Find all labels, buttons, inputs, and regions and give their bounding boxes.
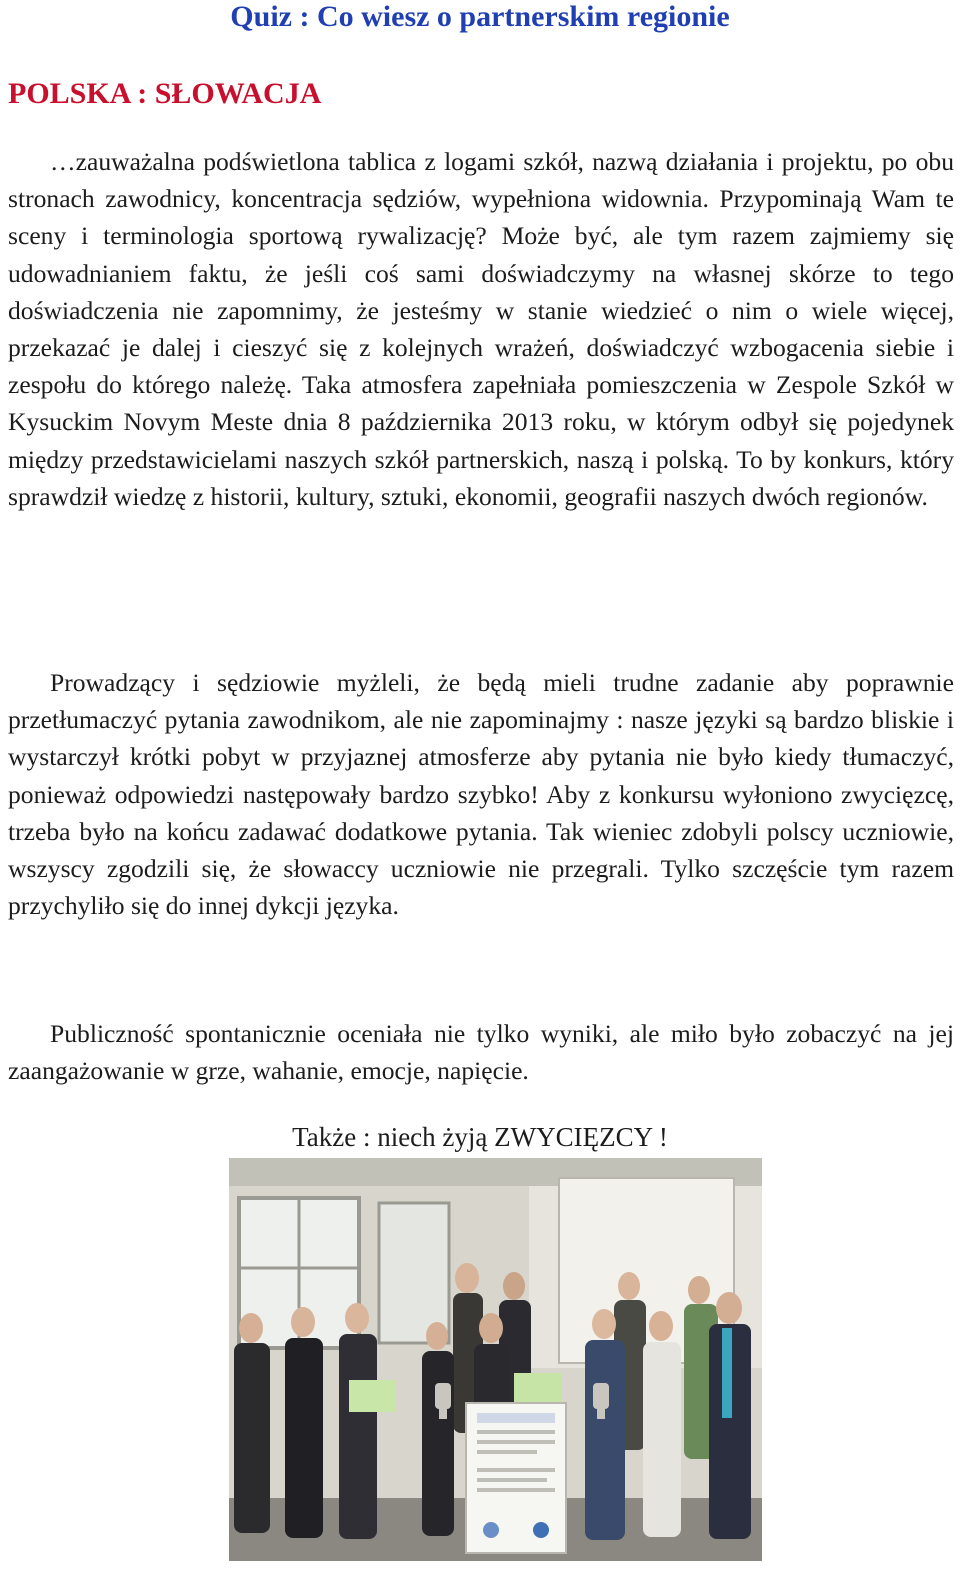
group-photo	[229, 1158, 762, 1561]
page-title: Quiz : Co wiesz o partnerskim regionie	[230, 0, 730, 33]
closing-line: Także : niech żyją ZWYCIĘZCY !	[292, 1122, 668, 1152]
paragraph-3: Publiczność spontanicznie oceniała nie tylko wyniki, ale miło było zobaczyć na jej zaangażowanie w grze, wahanie, emocje, napięcie.	[8, 1019, 954, 1086]
paragraph-2: Prowadzący i sędziowie myżleli, że będą mieli trudne zadanie aby poprawnie przetłumaczyć pytania zawodnikom, ale nie zapominajmy : nasze języki są bardzo bliskie i wystarczył krótki pobyt w przyjaznej atmosferze aby pytania nie było kiedy tłumaczyć, ponieważ odpowiedzi następowały bardzo szybko! Aby z konkursu wyłoniono zwycięzcę, trzeba było na końcu zadawać dodatkowe pytania. Tak wieniec zdobyli polscy uczniowie, wszyscy zgodzili się, że słowaccy uczniowie nie przegrali. Tylko szczęście tym razem przychyliło się do innej dykcji języka.	[8, 668, 954, 921]
page-subtitle: POLSKA : SŁOWACJA	[8, 77, 322, 110]
group-photo-illustration	[229, 1158, 762, 1561]
paragraph-1: …zauważalna podświetlona tablica z logami szkół, nazwą działania i projektu, po obu stronach zawodnicy, koncentracja sędziów, wypełniona widownia. Przypominają Wam te sceny i terminologia sportową rywalizację? Może być, ale tym razem zajmiemy się udowadnianiem faktu, że jeśli coś sami doświadczymy na własnej skórze to tego doświadczenia nie zapomnimy, że jesteśmy w stanie wiedzieć o nim o wiele więcej, przekazać je dalej i cieszyć się z kolejnych wrażeń, doświadczyć wzbogacenia siebie i zespołu do którego należę. Taka atmosfera zapełniała pomieszczenia w Zespole Szkół w Kysuckim Novym Meste dnia 8 października 2013 roku, w którym odbył się pojedynek między przedstawicielami naszych szkół partnerskich, naszą i polską. To by konkurs, który sprawdził wiedzę z historii, kultury, sztuki, ekonomii, geografii naszych dwóch regionów.	[8, 147, 954, 511]
